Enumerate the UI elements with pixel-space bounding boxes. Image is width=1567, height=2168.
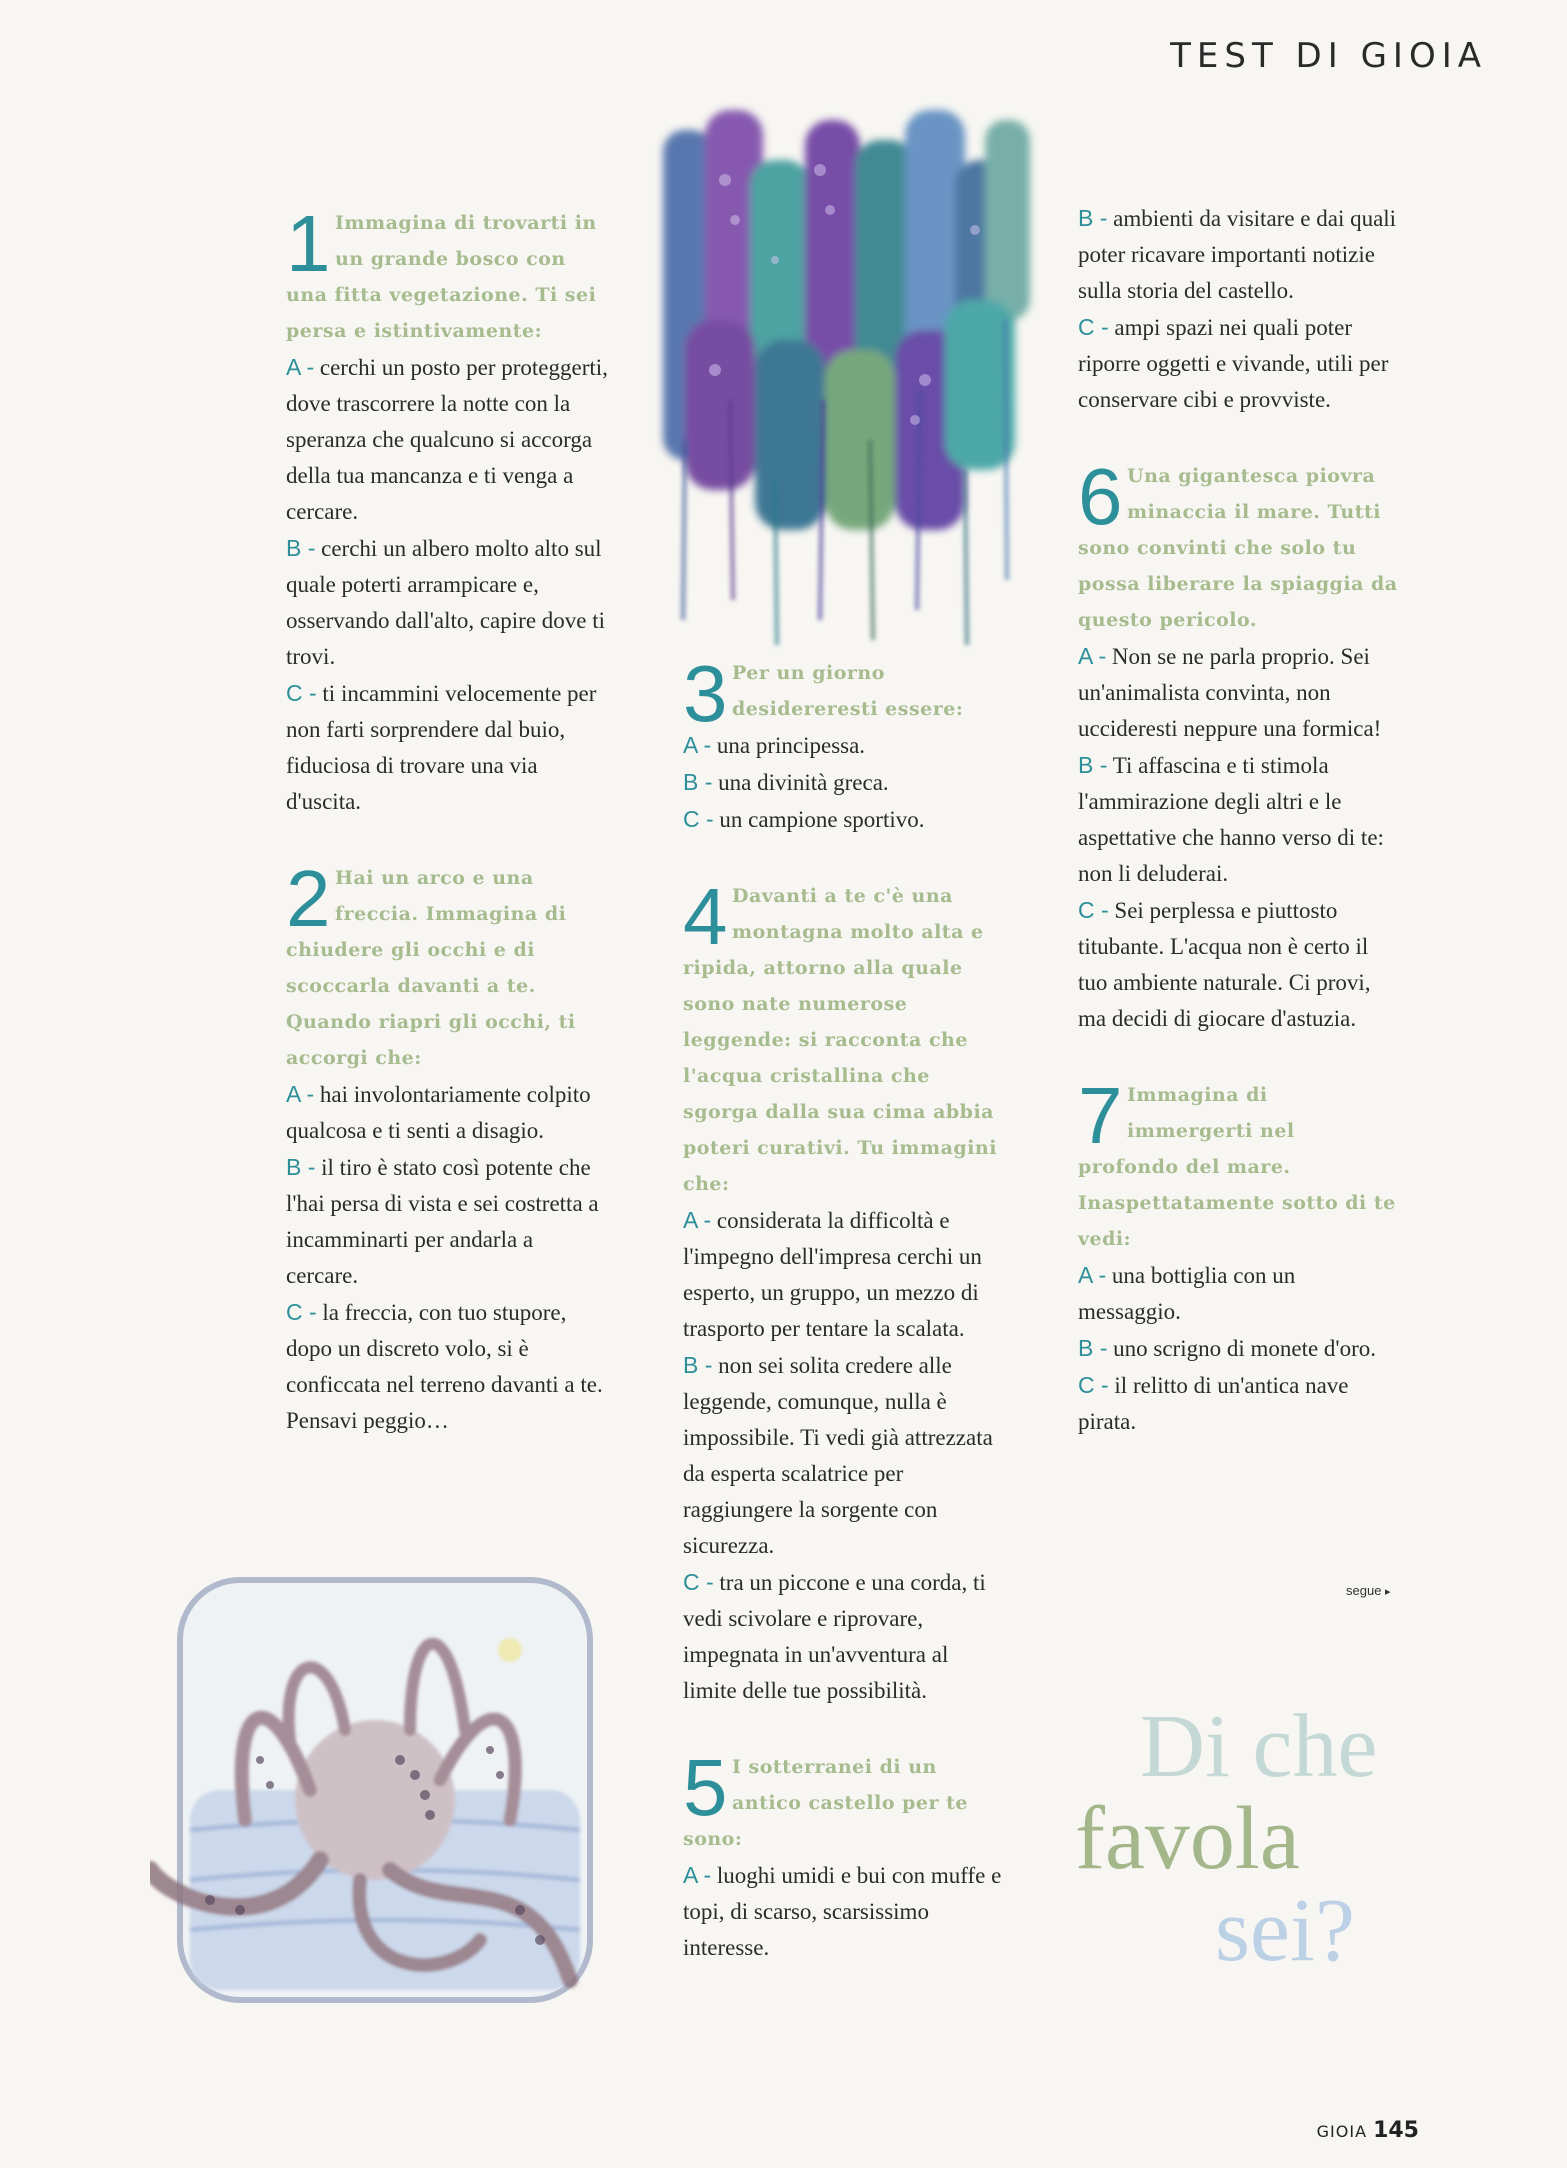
answer-text: una bottiglia con un messaggio. bbox=[1078, 1263, 1296, 1324]
answer-a bbox=[286, 1076, 608, 1149]
answer-a bbox=[683, 727, 1005, 764]
answer-b bbox=[286, 1149, 608, 1294]
section-title: TEST DI GIOIA bbox=[1170, 36, 1487, 76]
answer-text: la freccia, con tuo stupore, dopo un discreto volo, si è conficcata nel terreno davanti a te. Pensavi peggio… bbox=[286, 1300, 603, 1433]
answer-text: tra un piccone e una corda, ti vedi scivolare e riprovare, impegnata in un'avventura al limite delle tue possibilità. bbox=[683, 1570, 986, 1703]
answer-letter: C - bbox=[286, 680, 317, 706]
headline bbox=[1075, 1697, 1435, 1982]
question-number: 3 bbox=[683, 649, 728, 738]
answer-a bbox=[286, 349, 608, 530]
answer-text: hai involontariamente colpito qualcosa e ti senti a disagio. bbox=[286, 1082, 591, 1143]
answer-text: non sei solita credere alle leggende, comunque, nulla è impossibile. Ti vedi già attrezzata da esperta scalatrice per raggiungere la sorgente con sicurezza. bbox=[683, 1353, 993, 1558]
answer-letter: B - bbox=[683, 769, 713, 795]
answer-text: ti incammini velocemente per non farti sorprendere dal buio, fiduciosa di trovare una via d'uscita. bbox=[286, 681, 597, 814]
answer-letter: C - bbox=[683, 1569, 714, 1595]
answer-letter: C - bbox=[1078, 1372, 1109, 1398]
answer-a bbox=[683, 1857, 1005, 1966]
answer-text: ambienti da visitare e dai quali poter ricavare importanti notizie sulla storia del castello. bbox=[1078, 206, 1397, 303]
question-text: Immagina di trovarti in un grande bosco con una fitta vegetazione. Ti sei persa e istintivamente: bbox=[286, 212, 597, 342]
question-2 bbox=[286, 854, 608, 1439]
answer-c bbox=[683, 1564, 1005, 1709]
answer-text: il relitto di un'antica nave pirata. bbox=[1078, 1373, 1349, 1434]
answer-letter: A - bbox=[286, 354, 315, 380]
answer-text: luoghi umidi e bui con muffe e topi, di scarso, scarsissimo interesse. bbox=[683, 1863, 1002, 1960]
answer-b bbox=[286, 530, 608, 675]
answer-letter: A - bbox=[683, 1862, 712, 1888]
headline-line-3: sei? bbox=[1215, 1881, 1355, 1980]
answer-c bbox=[286, 675, 608, 820]
answer-text: cerchi un albero molto alto sul quale poterti arrampicare e, osservando dall'alto, capire dove ti trovi. bbox=[286, 536, 606, 669]
answer-text: considerata la difficoltà e l'impegno dell'impresa cerchi un esperto, un gruppo, un mezzo di trasporto per tentare la scalata. bbox=[683, 1208, 982, 1341]
column-left bbox=[286, 199, 608, 1479]
answer-c bbox=[1078, 309, 1400, 418]
answer-c bbox=[683, 801, 1005, 838]
magazine-name: GIOIA bbox=[1316, 2122, 1368, 2141]
answer-letter: B - bbox=[1078, 752, 1108, 778]
answer-text: cerchi un posto per proteggerti, dove trascorrere la notte con la speranza che qualcuno si accorga della tua mancanza e ti venga a cercare. bbox=[286, 355, 608, 524]
answer-letter: A - bbox=[1078, 643, 1107, 669]
answer-text: Ti affascina e ti stimola l'ammirazione degli altri e le aspettative che hanno verso di te: non li deluderai. bbox=[1078, 753, 1384, 886]
page-footer bbox=[1317, 2118, 1419, 2143]
triangle-right-icon: ▸ bbox=[1385, 1586, 1391, 1598]
answer-letter: B - bbox=[286, 535, 316, 561]
answer-letter: A - bbox=[683, 732, 712, 758]
page-number: 145 bbox=[1373, 2118, 1419, 2143]
answer-b bbox=[683, 1347, 1005, 1564]
answer-letter: A - bbox=[286, 1081, 315, 1107]
answer-letter: C - bbox=[1078, 897, 1109, 923]
answer-letter: A - bbox=[683, 1207, 712, 1233]
question-number: 7 bbox=[1078, 1071, 1123, 1160]
question-number: 6 bbox=[1078, 452, 1123, 541]
answer-text: una principessa. bbox=[716, 733, 866, 758]
answer-letter: A - bbox=[1078, 1262, 1107, 1288]
question-number: 4 bbox=[683, 872, 728, 961]
answer-b bbox=[1078, 1330, 1400, 1367]
answer-b bbox=[683, 764, 1005, 801]
question-4 bbox=[683, 872, 1005, 1709]
question-text: Immagina di immergerti nel profondo del mare. Inaspettatamente sotto di te vedi: bbox=[1078, 1084, 1396, 1250]
answer-text: Sei perplessa e piuttosto titubante. L'acqua non è certo il tuo ambiente naturale. Ci provi, ma decidi di giocare d'astuzia. bbox=[1078, 898, 1371, 1031]
question-5-continued bbox=[1078, 200, 1400, 418]
answer-letter: B - bbox=[1078, 205, 1108, 231]
headline-line-2: favola bbox=[1075, 1789, 1300, 1888]
question-text: Per un giorno desidereresti essere: bbox=[732, 662, 964, 720]
answer-c bbox=[1078, 892, 1400, 1037]
answer-a bbox=[1078, 638, 1400, 747]
answer-text: ampi spazi nei quali poter riporre oggetti e vivande, utili per conservare cibi e provviste. bbox=[1078, 315, 1389, 412]
answer-a bbox=[1078, 1257, 1400, 1330]
question-5 bbox=[683, 1743, 1005, 1966]
answer-letter: C - bbox=[683, 806, 714, 832]
headline-line-1: Di che bbox=[1140, 1697, 1378, 1796]
answer-text: un campione sportivo. bbox=[719, 807, 925, 832]
column-right bbox=[1078, 200, 1400, 1480]
answer-c bbox=[1078, 1367, 1400, 1440]
question-text: Davanti a te c'è una montagna molto alta e ripida, attorno alla quale sono nate numerose leggende: si racconta che l'acqua cristallina che sgorga dalla sua cima abbia poteri curativi. Tu immagini che: bbox=[683, 885, 997, 1195]
answer-letter: B - bbox=[683, 1352, 713, 1378]
segue-label: segue bbox=[1346, 1583, 1382, 1598]
answer-text: uno scrigno di monete d'oro. bbox=[1113, 1336, 1376, 1361]
question-7 bbox=[1078, 1071, 1400, 1440]
answer-letter: B - bbox=[1078, 1335, 1108, 1361]
answer-b bbox=[1078, 747, 1400, 892]
answer-letter: B - bbox=[286, 1154, 316, 1180]
question-text: I sotterranei di un antico castello per te sono: bbox=[683, 1756, 969, 1850]
answer-b bbox=[1078, 200, 1400, 309]
answer-letter: C - bbox=[286, 1299, 317, 1325]
continued-link[interactable] bbox=[1346, 1583, 1391, 1598]
question-6 bbox=[1078, 452, 1400, 1037]
question-number: 1 bbox=[286, 199, 331, 288]
question-number: 5 bbox=[683, 1743, 728, 1832]
question-number: 2 bbox=[286, 854, 331, 943]
answer-text: Non se ne parla proprio. Sei un'animalista convinta, non uccideresti neppure una formica! bbox=[1078, 644, 1382, 741]
watercolor-flowers-illustration bbox=[655, 100, 1047, 650]
octopus-in-jar-illustration bbox=[150, 1560, 620, 2030]
answer-a bbox=[683, 1202, 1005, 1347]
question-1 bbox=[286, 199, 608, 820]
question-3 bbox=[683, 649, 1005, 838]
answer-text: il tiro è stato così potente che l'hai persa di vista e sei costretta a incamminarti per andarla a cercare. bbox=[286, 1155, 599, 1288]
question-text: Hai un arco e una freccia. Immagina di chiudere gli occhi e di scoccarla davanti a te. Quando riapri gli occhi, ti accorgi che: bbox=[286, 867, 576, 1069]
answer-letter: C - bbox=[1078, 314, 1109, 340]
answer-c bbox=[286, 1294, 608, 1439]
column-middle bbox=[683, 649, 1005, 2006]
question-text: Una gigantesca piovra minaccia il mare. Tutti sono convinti che solo tu possa liberare la spiaggia da questo pericolo. bbox=[1078, 465, 1398, 631]
answer-text: una divinità greca. bbox=[718, 770, 889, 795]
